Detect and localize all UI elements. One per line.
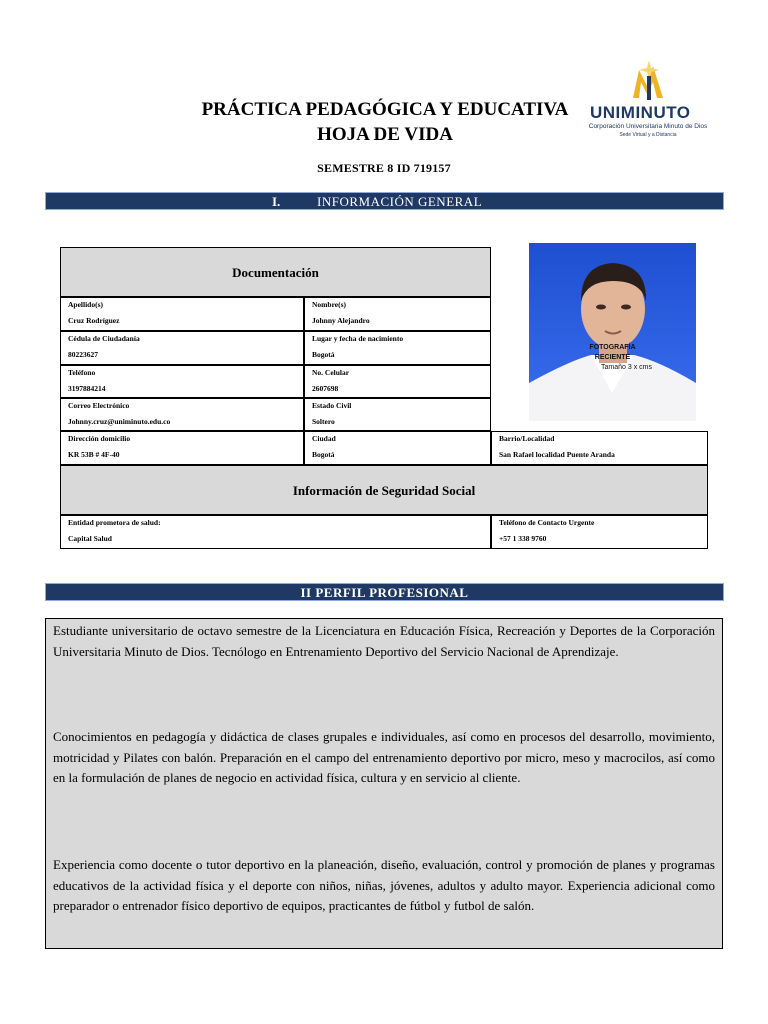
field-telefono: [60, 365, 304, 398]
photo-caption-line2: RECIENTE: [594, 354, 631, 361]
profile-paragraph: Experiencia como docente o tutor deportivo en la planeación, diseño, evaluación, control y promoción de planes y programas educativos de la actividad física y el deporte con niños, niñas, jóvenes, adultos y adulto mayor. Experiencia adicional como preparador o entrenador físico deportivo de equipos, practicantes de fútbol y futbol de salón.: [53, 857, 715, 913]
field-value: Johnny.cruz@uniminuto.edu.co: [68, 417, 171, 426]
section-number: I.: [272, 194, 281, 209]
logo-name: UNIMINUTO: [590, 103, 691, 122]
profile-paragraph: Estudiante universitario de octavo semestre de la Licenciatura en Educación Física, Recreación y Deportes de la Corporación Universitaria Minuto de Dios. Tecnólogo en Entrenamiento Deportivo del Servicio Nacional de Aprendizaje.: [53, 623, 715, 659]
documentation-heading: [60, 247, 491, 297]
field-label: Ciudad: [312, 434, 336, 443]
field-value: KR 53B # 4F-40: [68, 450, 120, 459]
field-cedula: [60, 331, 304, 365]
field-value: Bogotá: [312, 450, 335, 459]
section-general-info-bar: [45, 192, 724, 210]
field-label: Lugar y fecha de nacimiento: [312, 334, 404, 343]
field-label: Apellido(s): [68, 300, 104, 309]
field-label: Correo Electrónico: [68, 401, 130, 410]
profile-text-box: [45, 618, 723, 949]
field-value: 3197884214: [68, 384, 106, 393]
field-nombres: [304, 297, 491, 331]
photo-caption-line1: FOTOGRAFÍA: [589, 344, 636, 351]
field-value: 2607698: [312, 384, 339, 393]
field-telefono-urgente: [491, 515, 708, 549]
field-direccion: [60, 431, 304, 465]
field-barrio: [491, 431, 708, 465]
social-security-heading-text: Información de Seguridad Social: [292, 483, 476, 498]
photo-caption-line3: Tamaño 3 x cms: [601, 364, 652, 371]
field-value: San Rafael localidad Puente Aranda: [499, 450, 615, 459]
document-subtitle: HOJA DE VIDA: [317, 124, 453, 145]
field-label: Barrio/Localidad: [499, 434, 555, 443]
field-label: No. Celular: [312, 368, 350, 377]
photo-caption: [529, 343, 696, 373]
documentation-heading-text: Documentación: [232, 265, 319, 280]
logo-tagline: Sede Virtual y a Distancia: [619, 132, 677, 138]
field-apellidos: [60, 297, 304, 331]
field-label: Entidad prometora de salud:: [68, 518, 161, 527]
logo-emblem-icon: [629, 60, 669, 102]
social-security-heading: [60, 465, 708, 515]
field-label: Dirección domicilio: [68, 434, 131, 443]
field-correo: [60, 398, 304, 431]
field-label: Teléfono de Contacto Urgente: [499, 518, 595, 527]
document-title: PRÁCTICA PEDAGÓGICA Y EDUCATIVA: [201, 99, 569, 120]
field-value: +57 1 338 9760: [499, 534, 547, 543]
field-estado-civil: [304, 398, 491, 431]
field-value: Cruz Rodríguez: [68, 316, 120, 325]
profile-paragraph: Conocimientos en pedagogía y didáctica de clases grupales e individuales, así como en procesos del desarrollo, movimiento, motricidad y Pilates con balón. Preparación en el campo del entrenamiento deportivo por micro, meso y macrocilos, así como en la formulación de planes de negocio en actividad física, cultura y en servicio al cliente.: [53, 729, 715, 785]
field-value: 80223627: [68, 350, 98, 359]
field-value: Johnny Alejandro: [312, 316, 370, 325]
field-label: Cédula de Ciudadanía: [68, 334, 140, 343]
field-label: Teléfono: [68, 368, 96, 377]
field-label: Estado Civil: [312, 401, 352, 410]
logo-subtitle: Corporación Universitaria Minuto de Dios: [588, 123, 708, 130]
profile-photo: [529, 243, 696, 421]
semester-id: SEMESTRE 8 ID 719157: [317, 161, 451, 175]
uniminuto-logo: [587, 60, 712, 140]
field-eps: [60, 515, 491, 549]
field-ciudad: [304, 431, 491, 465]
field-lugar-nacimiento: [304, 331, 491, 365]
field-value: Capital Salud: [68, 534, 112, 543]
field-value: Soltero: [312, 417, 335, 426]
field-label: Nombre(s): [312, 300, 347, 309]
field-celular: [304, 365, 491, 398]
section-profile-bar: II PERFIL PROFESIONAL: [45, 583, 724, 601]
field-value: Bogotá: [312, 350, 335, 359]
section-title: INFORMACIÓN GENERAL: [317, 194, 483, 209]
person-photo-icon: [529, 243, 696, 421]
